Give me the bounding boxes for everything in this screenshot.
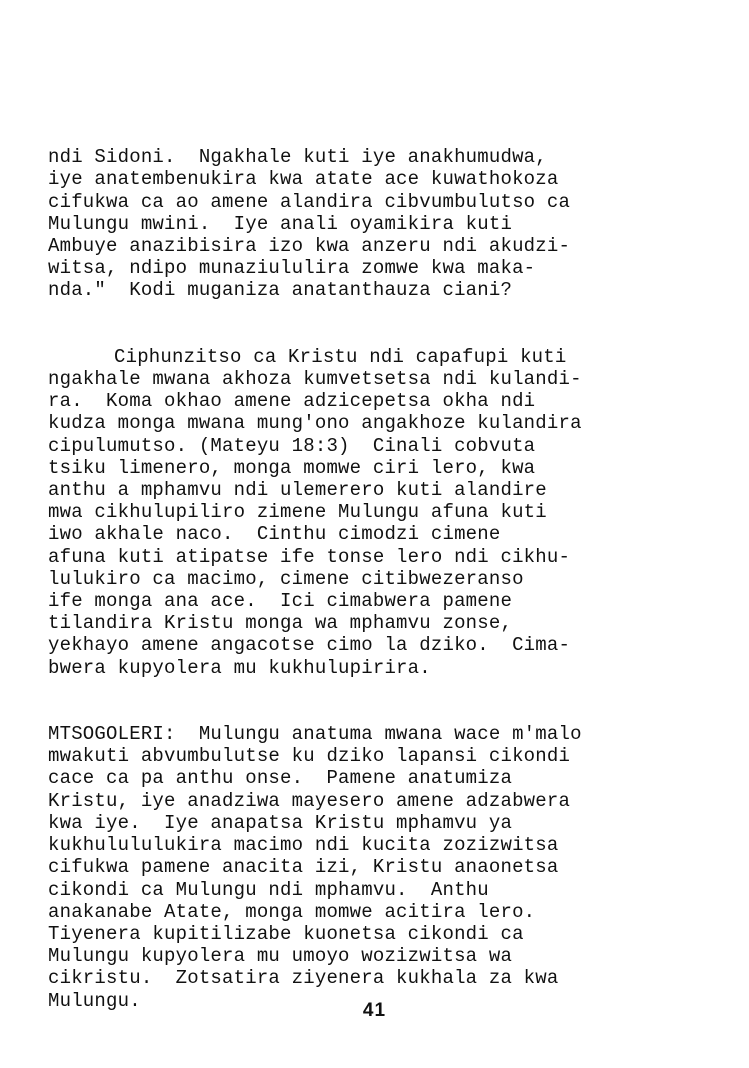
text-line: mwakuti abvumbulutse ku dziko lapansi cikondi — [48, 745, 571, 768]
text-line: anakanabe Atate, monga momwe acitira lero. — [48, 900, 536, 923]
text-line: Kristu, iye anadziwa mayesero amene adzabwera — [48, 789, 571, 812]
paragraph-3 — [48, 701, 708, 1012]
text-line: nda." Kodi muganiza anatanthauza ciani? — [48, 279, 513, 302]
text-line: yekhayo amene angacotse cimo la dziko. Cima- — [48, 634, 571, 657]
text-line: ife monga ana ace. Ici cimabwera pamene — [48, 590, 513, 613]
text-line: Mulungu kupyolera mu umoyo wozizwitsa wa — [48, 945, 513, 968]
paragraph-2 — [48, 324, 708, 679]
text-line: cace ca pa anthu onse. Pamene anatumiza — [48, 767, 513, 790]
text-line: cipulumutso. (Mateyu 18:3) Cinali cobvuta — [48, 434, 536, 457]
text-line: ndi Sidoni. Ngakhale kuti iye anakhumudwa, — [48, 146, 547, 169]
text-line: lulukiro ca macimo, cimene citibwezeranso — [48, 567, 524, 590]
paragraph-gap — [48, 679, 708, 701]
text-line: Mulungu. — [48, 989, 141, 1012]
text-line: mwa cikhulupiliro zimene Mulungu afuna kuti — [48, 501, 547, 524]
text-line: ra. Koma okhao amene adzicepetsa okha ndi — [48, 390, 536, 413]
text-line: cikondi ca Mulungu ndi mphamvu. Anthu — [48, 878, 489, 901]
text-line: bwera kupyolera mu kukhulupirira. — [48, 656, 431, 679]
text-line: cikristu. Zotsatira ziyenera kukhala za kwa — [48, 967, 559, 990]
text-line: witsa, ndipo munaziululira zomwe kwa maka- — [48, 257, 536, 280]
text-line: kwa iye. Iye anapatsa Kristu mphamvu ya — [48, 811, 513, 834]
text-line: kukhulululukira macimo ndi kucita zozizwitsa — [48, 834, 559, 857]
text-line: iwo akhale naco. Cinthu cimodzi cimene — [48, 523, 501, 546]
text-line: iye anatembenukira kwa atate ace kuwathokoza — [48, 168, 559, 191]
text-line: Mulungu mwini. Iye anali oyamikira kuti — [48, 212, 513, 235]
text-line: Ciphunzitso ca Kristu ndi capafupi kuti — [114, 345, 567, 368]
text-line: tilandira Kristu monga wa mphamvu zonse, — [48, 612, 513, 635]
text-line: kudza monga mwana mung'ono angakhoze kulandira — [48, 412, 582, 435]
text-line: afuna kuti atipatse ife tonse lero ndi cikhu- — [48, 545, 571, 568]
paragraph-1 — [48, 124, 708, 302]
text-line: tsiku limenero, monga momwe ciri lero, kwa — [48, 456, 536, 479]
text-line: Ambuye anazibisira izo kwa anzeru ndi akudzi- — [48, 235, 571, 258]
text-line: cifukwa pamene anacita izi, Kristu anaonetsa — [48, 856, 559, 879]
text-line: cifukwa ca ao amene alandira cibvumbulutso ca — [48, 190, 571, 213]
page-body — [48, 124, 708, 1012]
paragraph-gap — [48, 302, 708, 324]
text-line: MTSOGOLERI: Mulungu anatuma mwana wace m'malo — [48, 723, 582, 746]
text-line: anthu a mphamvu ndi ulemerero kuti alandire — [48, 479, 547, 502]
text-line: ngakhale mwana akhoza kumvetsetsa ndi kulandi- — [48, 368, 582, 391]
text-line: Tiyenera kupitilizabe kuonetsa cikondi ca — [48, 922, 524, 945]
page-number: 41 — [362, 1000, 387, 1021]
